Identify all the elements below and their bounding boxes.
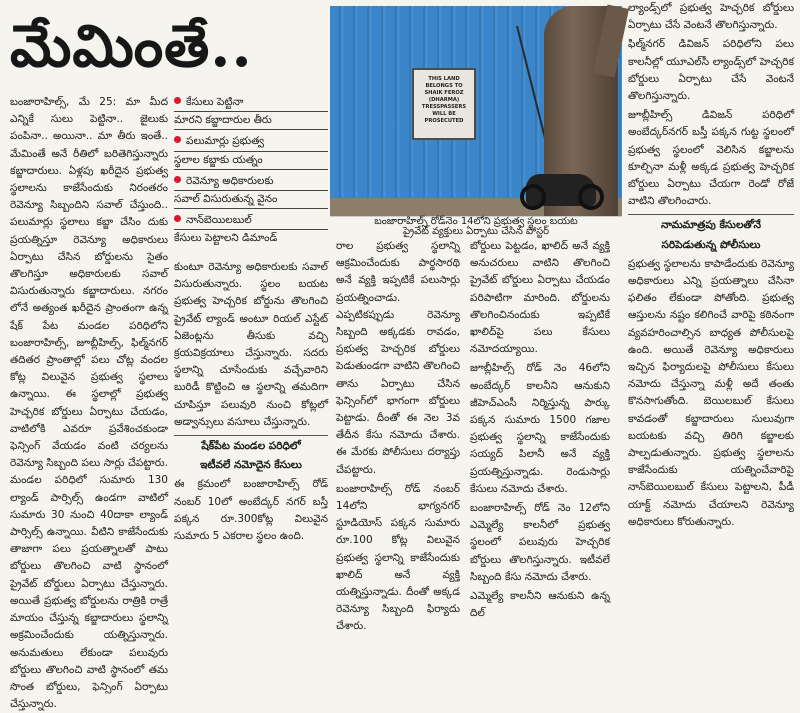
paragraph: ఎమ్మెల్యే కాలనీని ఆనుకుని ఉన్న దిల్ [470,590,610,620]
paragraph: బంజారాహిల్స్ రోడ్ నంబర్ 14లోని భాగ్యనగర్ స్టూడియోస్ పక్కన సుమారు రూ.100 కోట్ల విలువైన ప్రభుత్వ స్థలాన్ని కాజేసేందుకు ఖాలిద్ అనే వ్యక్తి యత్నిస్తున్నాడు. దీంతో అక్కడ రెవెన్యూ సిబ్బంది ఫిర్యాదు చేశారు. [336,482,460,633]
article-column-3 [336,238,460,633]
red-bullet-icon [174,176,181,183]
highlight-line: పలుమార్లు ప్రభుత్వ [186,135,265,148]
divider [174,435,328,436]
red-bullet-icon [174,215,181,222]
motorcycle-wheel [520,184,546,210]
paragraph: ఫిల్మ్‌నగర్ డివిజన్ పరిధిలోని పలు కాలనీల్లో యూఎల్‌సీ ల్యాండ్స్‌లో హెచ్చరిక బోర్డులు ఏర్పాటు చేసే వెంటనే తొలగిస్తున్నారు. [628,38,794,103]
red-bullet-icon [174,97,181,104]
red-bullet-icon [174,136,181,143]
highlight-line: మారని కబ్జాదారుల తీరు [174,112,328,130]
highlight-item [174,173,328,209]
news-photo [330,6,622,224]
article-column-2 [174,259,328,543]
highlight-line: కేసులు పెట్టినా [186,96,244,108]
subhead: ఇటీవలే నమోదైన కేసులు [200,459,302,472]
divider [628,214,794,215]
subhead: సరిపెడుతున్న పోలీసులు [661,238,761,251]
photo-caption: బంజారాహిల్స్ రోడ్‌నెం 14లోని ప్రభుత్వ స్థలం బయట ప్రైవేట్ వ్యక్తులు ఏర్పాటు చేసిన పోస్టర్ [330,216,622,237]
headline: మేమింతే.. [10,12,253,80]
article-column-4 [470,238,610,620]
highlight-item [174,94,328,130]
highlight-line: సవాల్ విసురుతున్న వైనం [174,191,328,209]
paragraph: కుంటూ రెవెన్యూ అధికారులకు సవాల్ విసురుతున్నారు. స్థలం బయట ప్రభుత్వ హెచ్చరిక బోర్డును తొలగించి ప్రైవేట్ ల్యాండ్ అంటూ రియల్ ఎస్టేట్ ఏజెంట్లను తీసుకు వచ్చి క్రయవిక్రయాలు చేస్తున్నారు. సదరు స్థలాన్ని చూసేందుకు వచ్చేవారిని బురిడీ కొట్టించి ఆ స్థలాన్ని తమదిగా చూపిస్తూ పలువురి నుంచి కోట్లలో అడ్వాన్సులు వసూలు చేస్తున్నారు. [174,261,328,428]
paragraph: బోర్డులు పెట్టడం, ఖాలిద్ అనే వ్యక్తి అనుచరులు వాటిని తొలగించి ప్రైవేట్ బోర్డులు ఏర్పాటు చేయడం పరిపాటిగా మారింది. బోర్డులను తొలగించినందుకు ఇప్పటికే ఖాలిద్‌పై పలు కేసులు నమోదయ్యాయి. [470,240,610,356]
highlight-line: నాన్‌బెయిలబుల్ [186,214,252,227]
highlight-line: కేసులు పెట్టాలని డిమాండ్ [174,232,278,245]
paragraph: జూబ్లీహిల్స్ రోడ్ నెం 46లోని అంబేద్కర్ కాలనీని ఆనుకుని జీహెచ్‌ఎంసీ నిర్మిస్తున్న పార్కు పక్కన సుమారు 1500 గజాల ప్రభుత్వ స్థలాన్ని కాజేసేందుకు సయ్యద్ పిలానీ అనే వ్యక్తి ప్రయత్నిస్తున్నాడు. రెండుసార్లు కేసులు నమోదు చేశారు. [470,362,610,495]
highlight-item [174,212,328,247]
paragraph: బంజారాహిల్స్ రోడ్ నెం 12లోని ఎమ్మెల్యే కాలనీలో ప్రభుత్వ స్థలంలో పలువురు హెచ్చరిక బోర్డులు తొలగిస్తున్నారు. ఇటీవలే సిబ్బంది కేసు నమోదు చేశారు. [470,502,610,583]
paragraph: ల్యాండ్స్‌లో ప్రభుత్వ హెచ్చరిక బోర్డులు ఏర్పాటు చేసే వెంటనే తొలగిస్తున్నారు. [628,2,794,32]
article-column-1 [10,94,168,711]
subhead: షేక్‌పేట మండల పరిధిలో [201,440,301,453]
poster-board: THIS LAND BELONGS TO SHAIK FEROZ (DHARMA) TRESSPASSERS WILL BE PROSECUTED [412,68,476,140]
motorcycle-wheel [578,184,604,210]
highlight-item [174,133,328,169]
article-column-5 [628,0,794,528]
paragraph: ఈ క్రమంలో బంజారాహిల్స్ రోడ్ నంబర్ 10లో అంబేద్కర్ నగర్ బస్తీ పక్కన రూ.300కోట్ల విలువైన సుమారు 5 ఎకరాల స్థలం ఉంది. [174,478,328,543]
subhead: నామమాత్రపు కేసులతోనే [660,219,762,232]
highlights-box [174,94,328,252]
paragraph: ప్రభుత్వ స్థలాలను కాపాడేందుకు రెవెన్యూ అధికారులు ఎన్ని ప్రయత్నాలు చేసినా ఫలితం లేకుండా పోతోంది. ప్రభుత్వ ఆస్తులను నష్టం కలిగించే వారిపై కఠినంగా వ్యవహరించాల్సిన బాధ్యత పోలీసులపై ఉంది. అయితే రెవెన్యూ అధికారులు ఇచ్చిన ఫిర్యాదులపై పోలీసులు కేసులు నమోదు చేస్తున్నా మళ్లీ అదే తంతు కొనసాగుతోంది. బెయిలబుల్ కేసులు కావడంతో కబ్జాదారులు సులువుగా బయటకు వచ్చి తిరిగి కబ్జాలకు పాల్పడుతున్నారు. ప్రభుత్వ స్థలాలను కాజేసేందుకు యత్నించేవారిపై నాన్‌బెయిలబుల్ కేసులు పెట్టాలని, పీడీ యాక్ట్ నమోదు చేయాలని రెవెన్యూ అధికారులు కోరుతున్నారు. [628,257,794,528]
paragraph: జూబ్లీహిల్స్ డివిజన్ పరిధిలో అంబేద్కర్‌నగర్ బస్తీ పక్కన గుట్ట స్థలంలో ప్రభుత్వ స్థలంలో వెలిసిన కబ్జాలను కూల్చినా మళ్లీ అక్కడ ప్రభుత్వ హెచ్చరిక బోర్డులు ఏర్పాటు చేయగా రెండో రోజే వాటిని తొలగించారు. [628,109,794,208]
paragraph: బంజారాహిల్స్, మే 25: మా మీద ఎన్నికే సులు పెట్టినా.. జైలుకు పంపినా.. అయినా.. మా తీరు ఇంతే.. మేమింతే అనే రీతిలో బరితెగిస్తున్నారు కబ్జాదారులు. ఏళ్లపు ఖరీదైన ప్రభుత్వ స్థలాలను కాజేసేందుకు నిరంతరం రెవెన్యూ సిబ్బందిని సవాల్ చేస్తుంది.. పలుమార్లు స్థలాలు కబ్జా చేసిం దుకు ప్రయత్నిస్తూ రెవెన్యూ అధికారులు ఏర్పాటు చేసిన బోర్డులను సైతం తొలగిస్తూ అధికారులకు సవాల్ విసురుతున్నారు కబ్జాదారులు. నగరం లోనే అత్యంత ఖరీదైన ప్రాంతంగా ఉన్న షేక్ పేట మండల పరిధిలోని బంజారాహిల్స్, జూబ్లీహిల్స్, ఫిల్మ్‌నగర్ తదితర ప్రాంతాల్లో పలు చోట్ల వందల కోట్ల విలువైన ప్రభుత్వ స్థలాలు ఉన్నాయి. ఈ స్థలాల్లో ప్రభుత్వ హెచ్చరిక బోర్డులు ఏర్పాటు చేయడం, వాటిలోకి ఎవరూ ప్రవేశించకుండా ఫెన్సింగ్ వేయడం వంటి చర్యలను రెవెన్యూ సిబ్బంది పలు సార్లు చేపట్టారు. మండల పరిధిలో సుమారు 130 ల్యాండ్ పార్సిల్స్ ఉండగా వాటిలో సుమారు 30 నుంచి 40దాకా ల్యాండ్ పార్సిల్స్ ఉన్నాయి. వీటిని కాజేసేందుకు తాజాగా పలు ప్రయత్నాలతో పాటు బోర్డులు తొలగించి వాటి స్థానంలో ప్రైవేట్ బోర్డులు ఏర్పాటు చేస్తున్నారు. అయితే ప్రభుత్వ బోర్డులను రాత్రికి రాత్రే మాయం చేస్తున్న కబ్జాదారులు స్థలాన్ని అక్రమించేందుకు యత్నిస్తున్నారు. అనుమతులు లేకుండా పలువురు బోర్డులు తొలగించి వాటి స్థానంలో తమ సొంత బోర్డులు, ఫెన్సింగ్ ఏర్పాటు చేస్తున్నారు. [10,96,168,711]
paragraph: రాల ప్రభుత్వ స్థలాన్ని ఆక్రమించేందుకు పార్థసారథి అనే వ్యక్తి ఇప్పటికే పలుసార్లు ప్రయత్నించాడు. ఎప్పటికప్పుడు రెవెన్యూ సిబ్బంది అక్కడకు రావడం, ప్రభుత్వ హెచ్చరిక బోర్డులు పెడుతుండగా వాటిని తొలగించి తాను ఏర్పాటు చేసిన ఫెన్సింగ్‌లో భాగంగా బోర్డులు పెట్టాడు. దీంతో ఈ నెల 3వ తేదీన కేసు నమోదు చేశారు. ఈ మేరకు పోలీసులు దర్యాప్తు చేపట్టారు. [336,240,460,476]
highlight-line: రెవెన్యూ అధికారులకు [186,174,274,187]
highlight-line: స్థలాల కబ్జాకు యత్నం [174,152,328,170]
